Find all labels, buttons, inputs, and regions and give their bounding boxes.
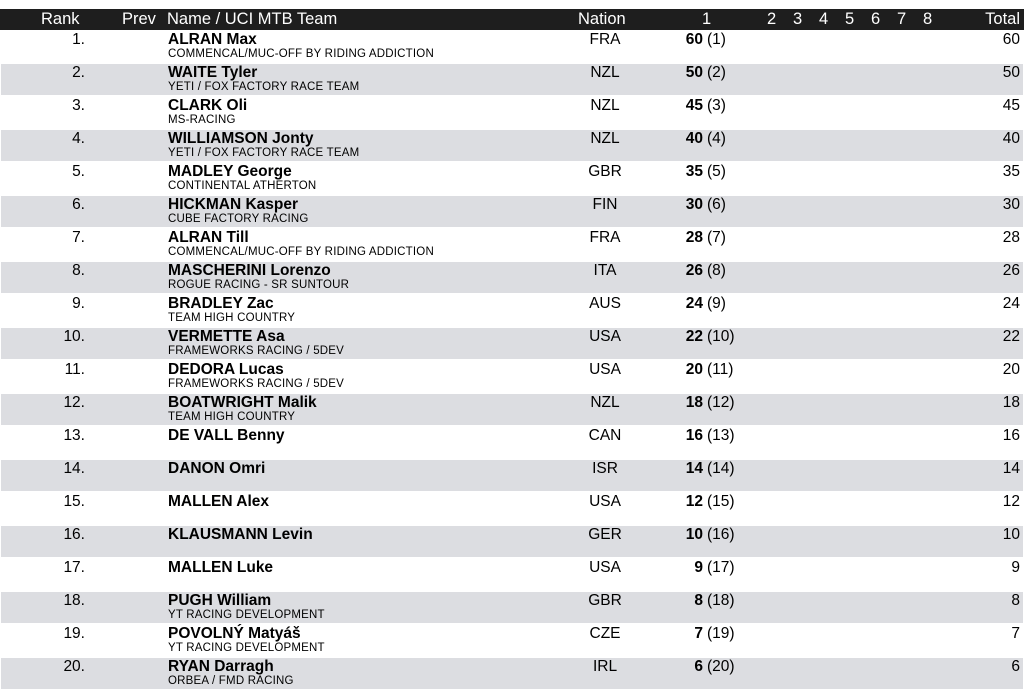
table-row (1, 625, 1023, 656)
round-1-position: (10) (707, 328, 735, 345)
round-1-position: (7) (707, 229, 726, 246)
rider-name: ALRAN Max (168, 31, 257, 48)
rider-name: RYAN Darragh (168, 658, 274, 675)
table-row (1, 229, 1023, 260)
rider-rank: 14. (63, 460, 85, 477)
rider-rank: 8. (72, 262, 85, 279)
rider-team: CONTINENTAL ATHERTON (168, 180, 317, 192)
rider-nation: GBR (588, 592, 622, 609)
round-1-points: 28 (685, 229, 703, 246)
rider-team: TEAM HIGH COUNTRY (168, 312, 296, 324)
rider-nation: ITA (593, 262, 617, 279)
rider-nation: AUS (589, 295, 621, 312)
rider-nation: FRA (589, 229, 621, 246)
rider-rank: 15. (63, 493, 85, 510)
rider-name: VERMETTE Asa (168, 328, 285, 345)
rider-rank: 9. (72, 295, 85, 312)
round-1-points: 35 (685, 163, 703, 180)
rider-rank: 13. (63, 427, 85, 444)
header-round-4: 4 (819, 10, 829, 28)
rider-total: 12 (1002, 493, 1020, 510)
rider-rank: 6. (72, 196, 85, 213)
table-row (1, 130, 1023, 161)
rider-name: DANON Omri (168, 460, 266, 477)
table-row (1, 31, 1023, 62)
round-1-position: (16) (707, 526, 735, 543)
rider-rank: 12. (63, 394, 85, 411)
rider-total: 14 (1002, 460, 1020, 477)
rider-name: WAITE Tyler (168, 64, 258, 81)
table-row (1, 295, 1023, 326)
rider-rank: 11. (64, 361, 85, 378)
table-row (1, 64, 1023, 95)
table-row (1, 163, 1023, 194)
rider-rank: 3. (72, 97, 85, 114)
round-1-position: (20) (707, 658, 735, 675)
round-1-position: (1) (707, 31, 726, 48)
rider-total: 10 (1002, 526, 1020, 543)
round-1-points: 10 (685, 526, 703, 543)
rider-team: COMMENCAL/MUC-OFF BY RIDING ADDICTION (168, 246, 434, 258)
rider-rank: 4. (72, 130, 85, 147)
rider-total: 20 (1002, 361, 1020, 378)
rider-nation: GER (588, 526, 622, 543)
rider-name: MASCHERINI Lorenzo (168, 262, 331, 279)
round-1-position: (6) (707, 196, 726, 213)
header-name-team: Name / UCI MTB Team (167, 10, 338, 28)
header-rank: Rank (41, 10, 80, 28)
header-round-3: 3 (793, 10, 803, 28)
rider-rank: 5. (72, 163, 85, 180)
rider-rank: 20. (63, 658, 85, 675)
round-1-position: (8) (707, 262, 726, 279)
round-1-position: (19) (707, 625, 735, 642)
rider-name: WILLIAMSON Jonty (168, 130, 314, 147)
table-row (1, 394, 1023, 425)
round-1-points: 40 (685, 130, 703, 147)
table-row (1, 559, 1023, 590)
rider-name: ALRAN Till (168, 229, 249, 246)
rider-nation: IRL (592, 658, 618, 675)
round-1-position: (9) (707, 295, 726, 312)
rider-total: 22 (1002, 328, 1020, 345)
rider-total: 26 (1002, 262, 1020, 279)
rider-total: 7 (1011, 625, 1020, 642)
rider-name: KLAUSMANN Levin (168, 526, 313, 543)
rider-rank: 10. (63, 328, 85, 345)
rider-nation: USA (589, 361, 621, 378)
rider-total: 35 (1002, 163, 1020, 180)
rider-team: COMMENCAL/MUC-OFF BY RIDING ADDICTION (168, 48, 434, 60)
rider-nation: NZL (590, 64, 620, 81)
round-1-position: (3) (707, 97, 726, 114)
rider-nation: FRA (589, 31, 621, 48)
rider-team: CUBE FACTORY RACING (168, 213, 309, 225)
table-row (1, 460, 1023, 491)
rider-nation: CZE (589, 625, 621, 642)
table-row (1, 328, 1023, 359)
header-total: Total (985, 10, 1020, 28)
round-1-position: (5) (707, 163, 726, 180)
round-1-points: 16 (685, 427, 703, 444)
rider-nation: NZL (590, 97, 620, 114)
rider-rank: 17. (63, 559, 85, 576)
rider-team: YT RACING DEVELOPMENT (168, 642, 325, 654)
rider-total: 60 (1002, 31, 1020, 48)
rider-nation: USA (589, 493, 621, 510)
rider-rank: 19. (63, 625, 85, 642)
header-round-5: 5 (845, 10, 855, 28)
rider-rank: 18. (63, 592, 85, 609)
round-1-points: 60 (685, 31, 703, 48)
standings-header (0, 9, 1024, 30)
rider-name: BRADLEY Zac (168, 295, 274, 312)
rider-team: ORBEA / FMD RACING (168, 675, 294, 687)
rider-nation: NZL (590, 130, 620, 147)
rider-total: 8 (1011, 592, 1020, 609)
rider-total: 24 (1002, 295, 1020, 312)
rider-name: MALLEN Alex (168, 493, 270, 510)
round-1-points: 24 (685, 295, 703, 312)
rider-rank: 7. (72, 229, 85, 246)
header-round-6: 6 (871, 10, 881, 28)
rider-rank: 2. (72, 64, 85, 81)
round-1-points: 7 (694, 625, 703, 642)
rider-total: 9 (1011, 559, 1020, 576)
rider-name: PUGH William (168, 592, 272, 609)
rider-nation: ISR (592, 460, 618, 477)
rider-total: 18 (1002, 394, 1020, 411)
rider-rank: 16. (63, 526, 85, 543)
table-row (1, 262, 1023, 293)
rider-total: 50 (1002, 64, 1020, 81)
header-round-2: 2 (767, 10, 777, 28)
round-1-points: 22 (685, 328, 703, 345)
round-1-points: 12 (685, 493, 703, 510)
round-1-points: 14 (685, 460, 703, 477)
round-1-points: 50 (685, 64, 703, 81)
rider-team: YETI / FOX FACTORY RACE TEAM (168, 147, 360, 159)
rider-nation: USA (589, 559, 621, 576)
rider-nation: CAN (588, 427, 622, 444)
rider-team: FRAMEWORKS RACING / 5DEV (168, 345, 345, 357)
rider-team: YT RACING DEVELOPMENT (168, 609, 325, 621)
round-1-position: (18) (707, 592, 735, 609)
round-1-position: (11) (707, 361, 734, 378)
rider-name: MALLEN Luke (168, 559, 274, 576)
rider-total: 40 (1002, 130, 1020, 147)
rider-name: HICKMAN Kasper (168, 196, 299, 213)
round-1-position: (13) (707, 427, 735, 444)
round-1-position: (15) (707, 493, 735, 510)
header-round-7: 7 (897, 10, 907, 28)
rider-nation: FIN (592, 196, 618, 213)
round-1-position: (14) (707, 460, 735, 477)
rider-nation: USA (589, 328, 621, 345)
rider-team: MS-RACING (168, 114, 236, 126)
rider-total: 45 (1002, 97, 1020, 114)
table-row (1, 427, 1023, 458)
rider-total: 28 (1002, 229, 1020, 246)
header-round-1: 1 (702, 10, 712, 28)
rider-nation: GBR (588, 163, 622, 180)
header-round-8: 8 (923, 10, 933, 28)
rider-total: 30 (1002, 196, 1020, 213)
round-1-points: 30 (685, 196, 703, 213)
rider-total: 16 (1002, 427, 1020, 444)
round-1-position: (2) (707, 64, 726, 81)
round-1-points: 18 (685, 394, 703, 411)
standings-table (0, 31, 1024, 691)
rider-team: FRAMEWORKS RACING / 5DEV (168, 378, 345, 390)
rider-name: BOATWRIGHT Malik (168, 394, 317, 411)
round-1-points: 6 (694, 658, 703, 675)
round-1-position: (4) (707, 130, 726, 147)
rider-name: MADLEY George (168, 163, 292, 180)
table-row (1, 592, 1023, 623)
round-1-position: (17) (707, 559, 735, 576)
rider-name: DE VALL Benny (168, 427, 285, 444)
header-nation: Nation (578, 10, 626, 28)
table-row (1, 526, 1023, 557)
rider-team: ROGUE RACING - SR SUNTOUR (168, 279, 350, 291)
rider-name: DEDORA Lucas (168, 361, 284, 378)
rider-name: POVOLNÝ Matyáš (168, 625, 301, 642)
rider-total: 6 (1011, 658, 1020, 675)
round-1-points: 9 (694, 559, 703, 576)
rider-team: TEAM HIGH COUNTRY (168, 411, 296, 423)
table-row (1, 361, 1023, 392)
round-1-position: (12) (707, 394, 735, 411)
rider-name: CLARK Oli (168, 97, 248, 114)
rider-nation: NZL (590, 394, 620, 411)
rider-rank: 1. (72, 31, 85, 48)
table-row (1, 658, 1023, 689)
round-1-points: 8 (694, 592, 703, 609)
round-1-points: 45 (685, 97, 703, 114)
table-row (1, 196, 1023, 227)
header-prev: Prev (122, 10, 156, 28)
table-row (1, 97, 1023, 128)
rider-team: YETI / FOX FACTORY RACE TEAM (168, 81, 360, 93)
table-row (1, 493, 1023, 524)
round-1-points: 26 (685, 262, 703, 279)
round-1-points: 20 (685, 361, 703, 378)
